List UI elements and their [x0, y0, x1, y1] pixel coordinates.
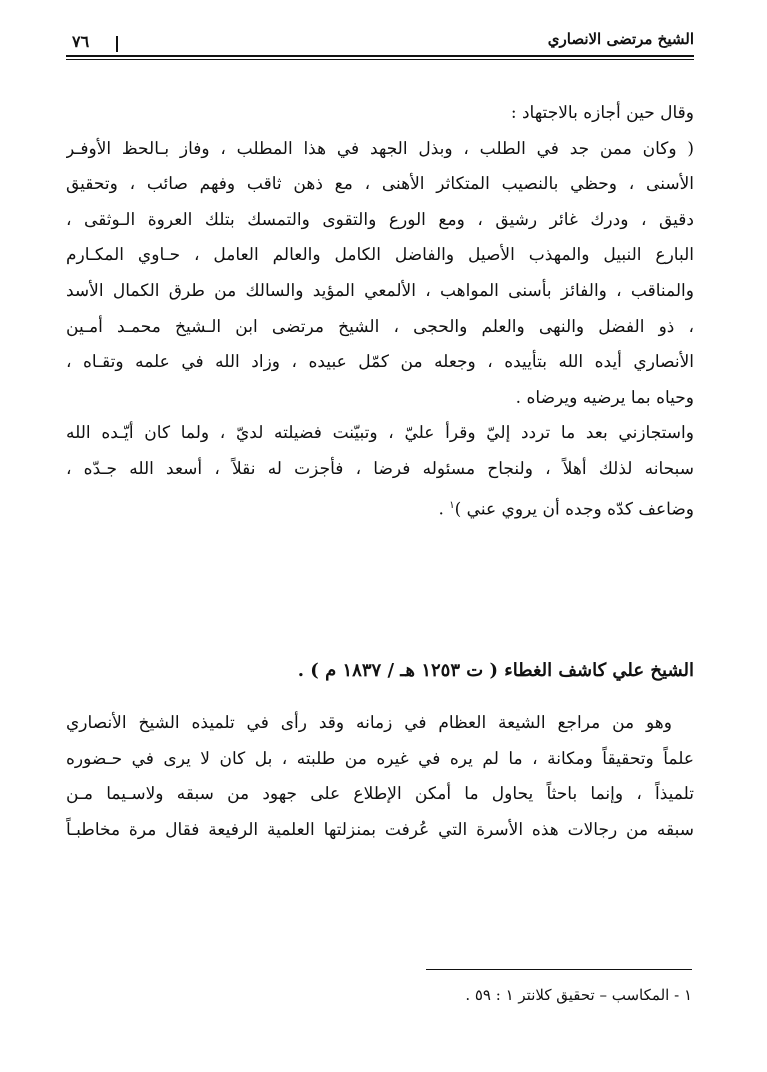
section-text: [66, 706, 694, 848]
quote2-line-3-text: وضاعف كدّه وجده أن يروي عني ): [454, 499, 694, 520]
page-number: ٧٦: [72, 32, 90, 51]
section-line-1: وهو من مراجع الشيعة العظام في زمانه وقد رأى في تلميذه الشيخ الأنصاري: [66, 713, 672, 733]
header-rule-thick: [66, 55, 694, 57]
quote-line-7: الأنصاري أيده الله بتأييده ، وجعله من كمّل عبيده ، وزاد الله في علمه وتقـاه ،: [66, 352, 694, 373]
intro-line: وقال حين أجازه بالاجتهاد :: [510, 103, 694, 123]
section-line-3: تلميذاً ، وإنما باحثاً يحاول ما أمكن الإطلاع على جهود من سبقه ولاسـيما مـن: [66, 784, 694, 805]
quote-line-8: وحياه بما يرضيه ويرضاه .: [515, 387, 694, 408]
section-heading: الشيخ علي كاشف الغطاء ( ت ١٢٥٣ هـ / ١٨٣٧ م ) .: [297, 660, 694, 681]
section-line-4: سبقه من رجالات هذه الأسرة التي عُرفت بمنزلتها العلمية الرفيعة فقال مرة مخاطبـاً: [66, 819, 694, 840]
footnote-reference[interactable]: ١: [449, 499, 455, 511]
quote2-line-1: واستجازني بعد ما تردد إليّ وقرأ عليّ ، وتبيّنت فضيلته لديّ ، ولما كان أيّـده الله: [66, 423, 694, 444]
quote-line-2: الأسنى ، وحظي بالنصيب المتكاثر الأهنى ، مع ذهن ثاقب وفهم صائب ، وتحقيق: [66, 174, 694, 195]
quote2-line-2: سبحانه لذلك أهلاً ، ولنجاح مسئوله فرضا ، فأجزت له نقلاً ، أسعد الله جـدّه ،: [66, 458, 694, 479]
running-title: الشيخ مرتضى الانصاري: [547, 30, 694, 48]
page-header: [66, 28, 694, 60]
footnote-separator: [426, 969, 692, 970]
header-tick-mark: [116, 36, 118, 52]
quote-line-3: دقيق ، ودرك غائر رشيق ، ومع الورع والتقوى والتمسك بتلك العروة الـوثقى ،: [66, 209, 694, 230]
quote-end: .: [438, 499, 450, 520]
header-rule-thin: [66, 59, 694, 60]
section-line-2: علماً وتحقيقاً ومكانة ، ما لم يره في غيره من طلبته ، بل كان لا يرى في حـضوره: [66, 748, 694, 769]
footnote: ١ - المكاسب – تحقيق كلانتر ١ : ٥٩ .: [465, 986, 692, 1004]
quote-line-5: والمناقب ، والفائز بأسنى المواهب ، الألمعي المؤيد والسالك من طرق الكمال الأسد: [66, 280, 694, 301]
quote-line-4: البارع النبيل والمهذب الأصيل والفاضل الكامل والعالم العامل ، حـاوي المكـارم: [66, 245, 694, 266]
quote2-line-3: [66, 488, 694, 528]
main-text: [66, 96, 694, 528]
quote-line-6: ، ذو الفضل والنهى والعلم والحجى ، الشيخ مرتضى ابن الـشيخ محمـد أمـين: [66, 316, 694, 337]
quote-line-1: ( وكان ممن جد في الطلب ، وبذل الجهد في هذا المطلب ، وفاز بـالحظ الأوفـر: [66, 138, 694, 159]
